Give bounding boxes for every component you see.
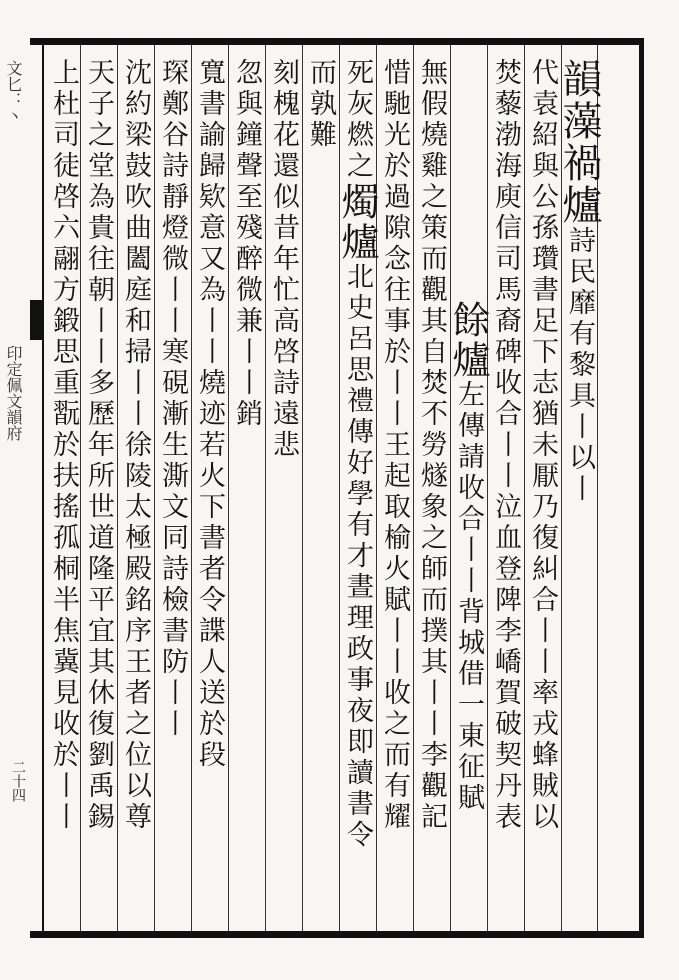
column-text: 沈約梁鼓吹曲闔庭和掃丨丨徐陵太極殿銘序王者之位以尊 [120,58,151,833]
text-column-5 [450,58,486,298]
column-text: 而孰難 [305,58,336,151]
text-column-3 [487,58,523,928]
text-column-4a [446,300,490,930]
column-text: 忽與鐘聲至殘醉微兼丨丨銷 [231,58,262,430]
column-text: 焚藜渤海庾信司馬裔碑收合丨丨泣血登陴李嶠賀破契丹表 [490,58,521,833]
column-text: 無假燒雞之策而觀其自焚不勞燧象之師而撲其丨丨李觀記 [416,58,447,833]
headword: 餘爐 [446,300,490,380]
column-text: 左傳請收合丨丨背城借一東征賦 [453,380,484,814]
text-column-9 [265,58,301,928]
text-column-12 [154,58,190,928]
margin-side-label: 印定佩文韻府 [4,345,23,441]
text-column-13 [117,58,153,928]
text-column-6 [376,58,412,928]
column-text: 代袁紹與公孫瓚書足下志猶未厭乃復糾合丨丨率戎蜂賊以 [527,58,558,833]
text-column-10 [228,58,264,928]
column-text: 寬書諭歸欵意又為丨丨燒迹若火下書者令諜人送於段 [194,58,225,771]
column-subtext: 北史呂思禮傳好學有才晝理政事夜即讀書令 [342,262,373,851]
column-text: 刻槐花還似昔年忙高啓詩遠悲 [268,58,299,461]
headword: 燭爐 [335,182,379,262]
column-text: 天子之堂為貴往朝丨丨多歷年所世道隆平宜其休復劉禹錫 [83,58,114,833]
text-column-11 [191,58,227,928]
text-column-14 [80,58,116,928]
text-column-7 [335,58,379,928]
margin-top-fragment: 文匕：丶 [4,60,23,124]
text-column-15 [45,58,81,928]
page-number: 二十四 [10,760,26,802]
headword: 韻藻 [556,58,602,142]
column-text: 琛鄭谷詩靜燈微丨丨寒硯漸生澌文同詩檢書防丨丨 [157,58,188,740]
column-text: 上杜司徒啓六翮方鍛思重翫於扶搖孤桐半焦冀見收於丨丨 [48,58,79,833]
column-text: 惜馳光於過隙念往事於丨丨王起取榆火賦丨丨收之而有耀 [379,58,410,833]
column-text: 死灰燃之 [342,58,373,182]
text-column-4b [413,58,449,928]
column-text: 詩民靡有黎具丨以丨 [564,226,595,505]
frame-left-rule [42,45,44,931]
fishtail-mark [30,300,44,340]
headword: 禍爐 [556,142,602,226]
text-column-8 [302,58,338,928]
text-column-1 [556,58,602,928]
text-column-2 [524,58,560,928]
